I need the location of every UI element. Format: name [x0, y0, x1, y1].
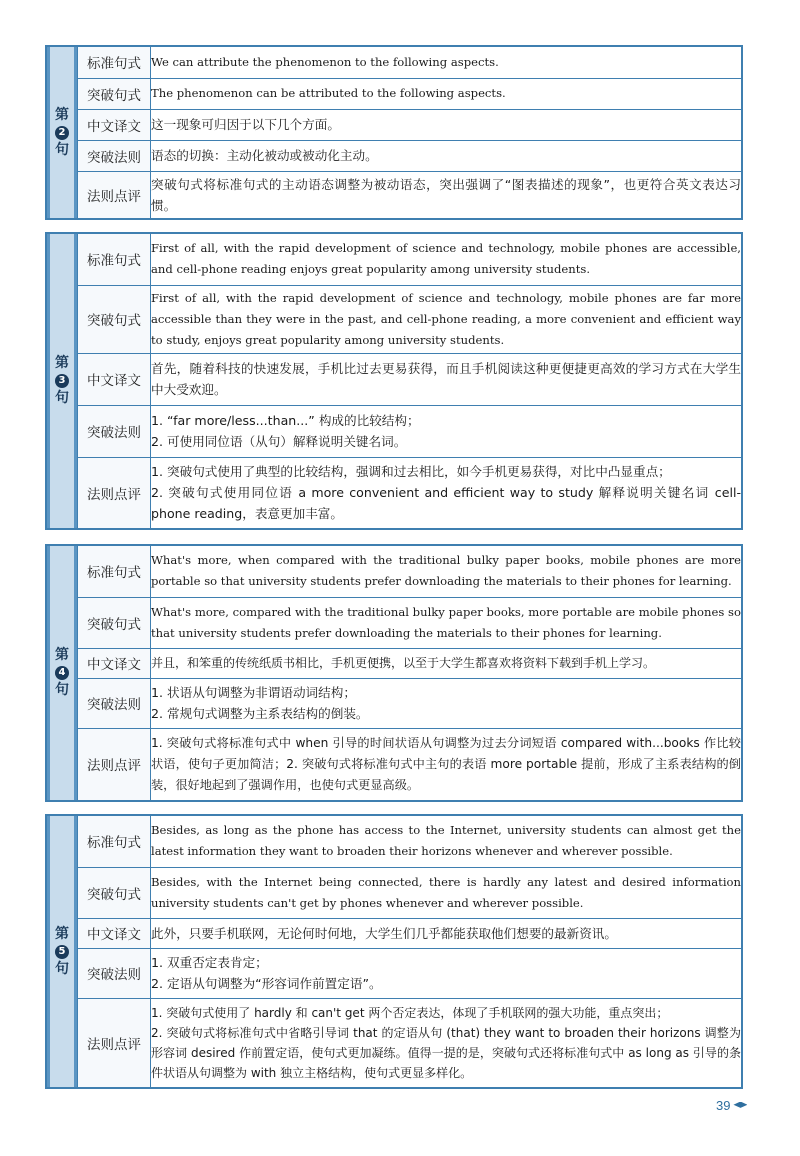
table-row [78, 457, 741, 528]
row-content: We can attribute the phenomenon to the following aspects. [151, 47, 742, 78]
row-label: 突破法则 [78, 948, 151, 998]
table-row [78, 405, 741, 457]
sentence-table [78, 234, 741, 528]
row-label: 突破句式 [78, 597, 151, 648]
row-label: 中文译文 [78, 109, 151, 140]
row-label: 突破法则 [78, 405, 151, 457]
row-label: 标准句式 [78, 234, 151, 285]
row-content: First of all, with the rapid development of science and technology, mobile phones are accessible, and cell-phone reading enjoys great popularity among university students. [151, 234, 742, 285]
row-label: 法则点评 [78, 998, 151, 1087]
row-label: 中文译文 [78, 353, 151, 405]
row-content: 并且，和笨重的传统纸质书相比，手机更便携，以至于大学生都喜欢将资料下载到手机上学习。 [151, 648, 742, 678]
table-row [78, 109, 741, 140]
row-content: What's more, compared with the traditional bulky paper books, more portable are mobile phones so that university students prefer downloading the materials to their phones for learning. [151, 597, 742, 648]
table-row [78, 353, 741, 405]
section-number: 2 [55, 126, 69, 140]
table-row [78, 234, 741, 285]
sentence-table [78, 546, 741, 800]
sentence-block-2 [45, 45, 743, 220]
row-content: 1. 状语从句调整为非谓语动词结构； 2. 常规句式调整为主系表结构的倒装。 [151, 678, 742, 728]
section-number: 3 [55, 374, 69, 388]
section-number: 4 [55, 666, 69, 680]
row-content: 1. 突破句式使用了典型的比较结构，强调和过去相比，如今手机更易获得，对比中凸显重点； 2. 突破句式使用同位语 a more convenient and efficient way to study 解释说明关键名词 cell-phone reading，表意更加丰富。 [151, 464, 741, 522]
table-row [78, 648, 741, 678]
row-content: 语态的切换：主动化被动或被动化主动。 [151, 140, 742, 171]
row-label: 标准句式 [78, 816, 151, 867]
section-side-label: 第 2 句 [47, 47, 78, 218]
row-content: 1. 突破句式将标准句式中 when 引导的时间状语从句调整为过去分词短语 compared with...books 作比较状语，使句子更加简洁；2. 突破句式将标准句式中主句的表语 more portable 提前，形成了主系表结构的倒装，很好地起到了强调作用，也使句式更显高级。 [151, 735, 741, 792]
row-label: 突破句式 [78, 867, 151, 918]
row-label: 法则点评 [78, 728, 151, 800]
table-row [78, 171, 741, 218]
row-label: 标准句式 [78, 546, 151, 597]
row-label: 中文译文 [78, 918, 151, 948]
sentence-block-3 [45, 232, 743, 530]
row-content: First of all, with the rapid development of science and technology, mobile phones are far more accessible than they were in the past, and cell-phone reading, a more convenient and efficient way to study, enjoys great popularity among university students. [151, 285, 742, 353]
graduation-cap-icon [733, 1102, 747, 1110]
row-content: 首先，随着科技的快速发展，手机比过去更易获得，而且手机阅读这种更便捷更高效的学习方式在大学生中大受欢迎。 [151, 353, 742, 405]
table-row [78, 918, 741, 948]
row-content: Besides, as long as the phone has access to the Internet, university students can almost get the latest information they want to broaden their horizons whenever and wherever possible. [151, 816, 742, 867]
section-side-label: 第 3 句 [47, 234, 78, 528]
sentence-block-4 [45, 544, 743, 802]
table-row [78, 78, 741, 109]
row-content: Besides, with the Internet being connected, there is hardly any latest and desired information university students can't get by phones whenever and wherever possible. [151, 867, 742, 918]
sentence-table [78, 816, 741, 1087]
table-row [78, 285, 741, 353]
row-content: 1. “far more/less...than...” 构成的比较结构； 2. 可使用同位语（从句）解释说明关键名词。 [151, 405, 742, 457]
row-label: 标准句式 [78, 47, 151, 78]
row-content: The phenomenon can be attributed to the following aspects. [151, 78, 742, 109]
table-row [78, 47, 741, 78]
row-content: 突破句式将标准句式的主动语态调整为被动语态，突出强调了“图表描述的现象”，也更符合英文表达习惯。 [151, 176, 741, 213]
table-row [78, 140, 741, 171]
page-number: 39 [716, 1098, 747, 1113]
row-label: 中文译文 [78, 648, 151, 678]
section-side-label: 第 4 句 [47, 546, 78, 800]
table-row [78, 678, 741, 728]
row-content: What's more, when compared with the traditional bulky paper books, mobile phones are more portable so that university students prefer downloading the materials to their phones for learning. [151, 546, 742, 597]
row-content: 此外，只要手机联网，无论何时何地，大学生们几乎都能获取他们想要的最新资讯。 [151, 918, 742, 948]
row-label: 突破法则 [78, 140, 151, 171]
table-row [78, 546, 741, 597]
row-content: 1. 双重否定表肯定； 2. 定语从句调整为“形容词作前置定语”。 [151, 948, 742, 998]
row-label: 法则点评 [78, 457, 151, 528]
row-content: 1. 突破句式使用了 hardly 和 can't get 两个否定表达，体现了手机联网的强大功能，重点突出； 2. 突破句式将标准句式中省略引导词 that 的定语从句 (that) they want to broaden their horizons 调整为形容词 desired 作前置定语，使句式更加凝练。值得一提的是，突破句式还将标准句式中 as long as 引导的条件状语从句调整为 with 独立主格结构，使句式更显多样化。 [151, 1005, 741, 1080]
table-row [78, 998, 741, 1087]
section-side-label: 第 5 句 [47, 816, 78, 1087]
table-row [78, 867, 741, 918]
row-label: 法则点评 [78, 171, 151, 218]
row-label: 突破句式 [78, 78, 151, 109]
section-number: 5 [55, 945, 69, 959]
table-row [78, 816, 741, 867]
sentence-block-5 [45, 814, 743, 1089]
table-row [78, 597, 741, 648]
row-label: 突破句式 [78, 285, 151, 353]
sentence-table [78, 47, 741, 218]
row-label: 突破法则 [78, 678, 151, 728]
row-content: 这一现象可归因于以下几个方面。 [151, 109, 742, 140]
table-row [78, 948, 741, 998]
table-row [78, 728, 741, 800]
